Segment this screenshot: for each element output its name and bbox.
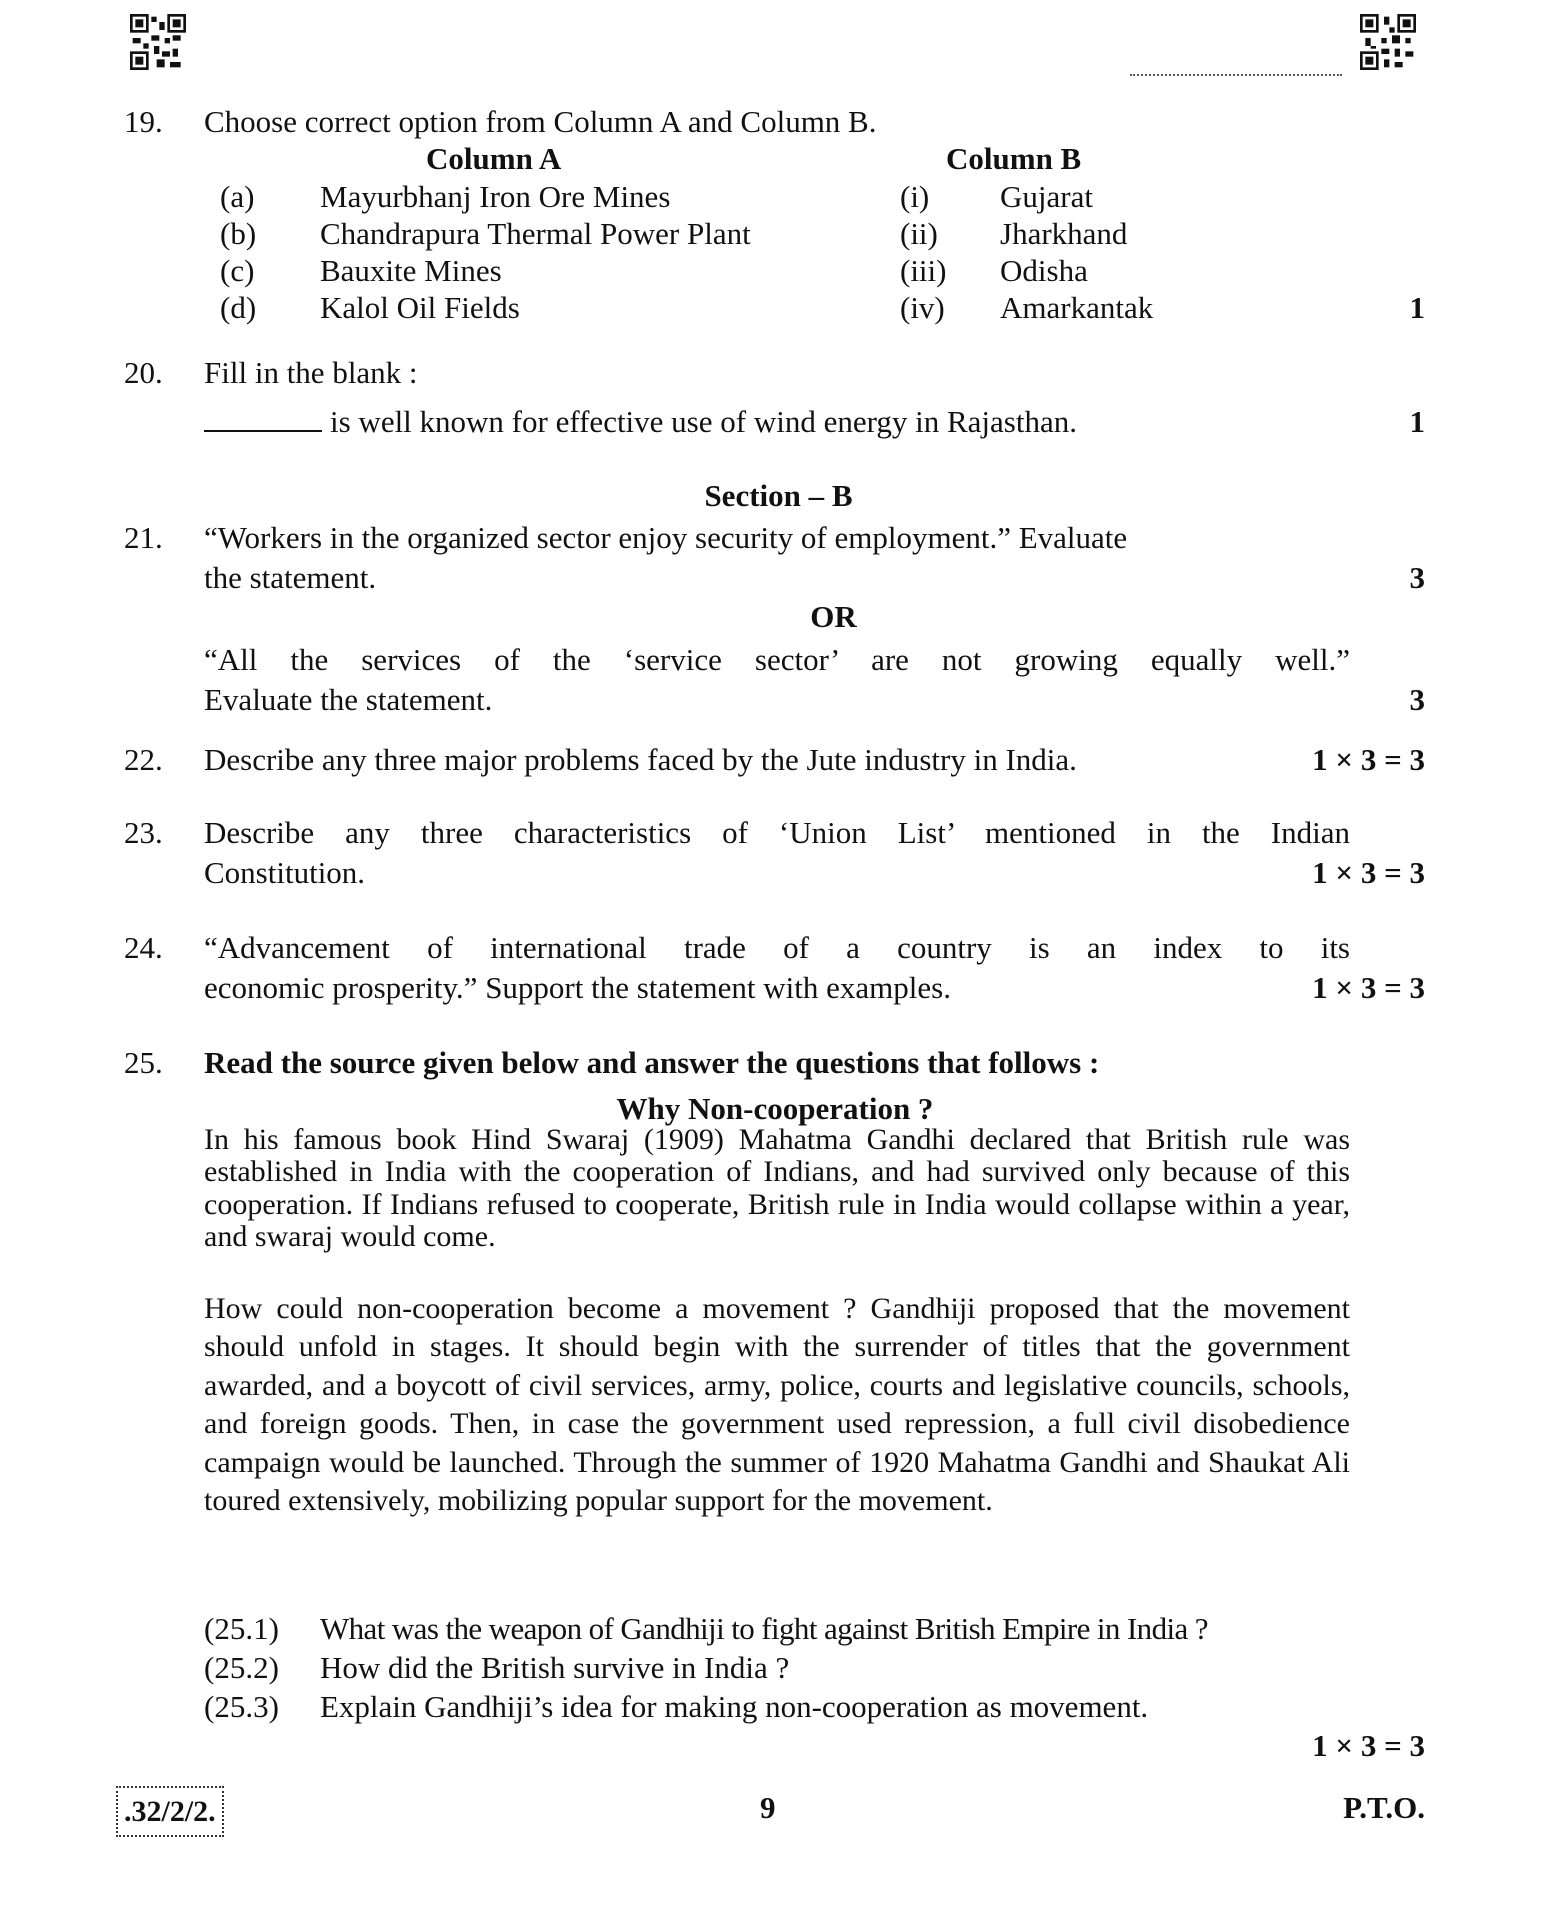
sub-question-text: What was the weapon of Gandhiji to fight against British Empire in India ? bbox=[320, 1611, 1208, 1646]
col-b-text: Odisha bbox=[1000, 253, 1088, 288]
marks: 1 × 3 = 3 bbox=[1312, 970, 1425, 1005]
question-text-line-2: Constitution. bbox=[204, 855, 366, 890]
question-number: 23. bbox=[124, 815, 163, 850]
marks: 3 bbox=[1409, 682, 1425, 717]
col-a-text: Kalol Oil Fields bbox=[320, 290, 520, 325]
answer-blank bbox=[204, 402, 322, 432]
col-b-text: Amarkantak bbox=[1000, 290, 1154, 325]
question-text-line-1: “Advancement of international trade of a country is an index to its bbox=[204, 930, 1350, 965]
col-a-text: Mayurbhanj Iron Ore Mines bbox=[320, 179, 671, 214]
question-number: 24. bbox=[124, 930, 163, 965]
sub-question-label: (25.2) bbox=[204, 1650, 279, 1685]
alt-question-text-line-2: Evaluate the statement. bbox=[204, 682, 493, 717]
column-b-heading: Column B bbox=[946, 141, 1082, 176]
paper-code: .32/2/2. bbox=[116, 1786, 224, 1837]
source-paragraph-2: How could non-cooperation become a movement ? Gandhiji proposed that the movement should unfold in stages. It should begin with the surrender of titles that the government awarded, and a boycott of civil services, army, police, courts and legislative councils, schools, and foreign goods. Then, in case the government used repression, a full civil disobedience campaign would be launched. Through the summer of 1920 Mahatma Gandhi and Shaukat Ali toured extensively, mobilizing popular support for the movement. bbox=[204, 1292, 1350, 1517]
col-b-label: (i) bbox=[900, 179, 930, 214]
question-number: 25. bbox=[124, 1045, 163, 1080]
marks: 1 × 3 = 3 bbox=[1312, 742, 1425, 777]
question-number: 21. bbox=[124, 520, 163, 555]
alt-question-text-line-1: “All the services of the ‘service sector’ are not growing equally well.” bbox=[204, 642, 1350, 677]
question-text: Describe any three major problems faced by the Jute industry in India. bbox=[204, 742, 1077, 777]
sub-question-label: (25.3) bbox=[204, 1689, 279, 1724]
qr-code-left bbox=[130, 14, 186, 70]
col-a-text: Bauxite Mines bbox=[320, 253, 502, 288]
qr-code-right bbox=[1360, 14, 1416, 70]
question-instruction: Read the source given below and answer the questions that follows : bbox=[204, 1045, 1100, 1080]
question-number: 19. bbox=[124, 104, 163, 139]
signature-dotted-line bbox=[1130, 74, 1342, 76]
question-text-line-1: “Workers in the organized sector enjoy security of employment.” Evaluate bbox=[204, 520, 1128, 555]
section-heading: Section – B bbox=[704, 478, 853, 513]
question-text-line-2: the statement. bbox=[204, 560, 377, 595]
col-a-label: (c) bbox=[220, 253, 255, 288]
fill-blank-text: is well known for effective use of wind energy in Rajasthan. bbox=[330, 404, 1077, 439]
question-text: Fill in the blank : bbox=[204, 355, 418, 390]
question-number: 22. bbox=[124, 742, 163, 777]
col-b-label: (iii) bbox=[900, 253, 947, 288]
question-text-line-1: Describe any three characteristics of ‘Union List’ mentioned in the Indian bbox=[204, 815, 1350, 850]
source-paragraph-1: In his famous book Hind Swaraj (1909) Mahatma Gandhi declared that British rule was established in India with the cooperation of Indians, and had survived only because of this cooperation. If Indians refused to cooperate, British rule in India would collapse within a year, and swaraj would come. bbox=[204, 1123, 1350, 1254]
marks: 1 × 3 = 3 bbox=[1312, 855, 1425, 890]
question-text-line-2: economic prosperity.” Support the statement with examples. bbox=[204, 970, 951, 1005]
sub-question-label: (25.1) bbox=[204, 1611, 279, 1646]
pto-label: P.T.O. bbox=[1343, 1790, 1425, 1825]
col-a-label: (d) bbox=[220, 290, 257, 325]
marks: 1 bbox=[1409, 404, 1425, 439]
source-title: Why Non-cooperation ? bbox=[616, 1091, 934, 1126]
col-b-label: (ii) bbox=[900, 216, 938, 251]
col-b-text: Gujarat bbox=[1000, 179, 1093, 214]
or-label: OR bbox=[810, 599, 857, 634]
column-a-heading: Column A bbox=[426, 141, 562, 176]
marks: 1 × 3 = 3 bbox=[1312, 1728, 1425, 1763]
col-b-text: Jharkhand bbox=[1000, 216, 1128, 251]
col-a-label: (b) bbox=[220, 216, 257, 251]
question-number: 20. bbox=[124, 355, 163, 390]
marks: 3 bbox=[1409, 560, 1425, 595]
col-b-label: (iv) bbox=[900, 290, 945, 325]
sub-question-text: Explain Gandhiji’s idea for making non-cooperation as movement. bbox=[320, 1689, 1149, 1724]
question-text: Choose correct option from Column A and Column B. bbox=[204, 104, 877, 139]
sub-question-text: How did the British survive in India ? bbox=[320, 1650, 790, 1685]
page-number: 9 bbox=[760, 1790, 776, 1825]
col-a-text: Chandrapura Thermal Power Plant bbox=[320, 216, 751, 251]
col-a-label: (a) bbox=[220, 179, 255, 214]
marks: 1 bbox=[1409, 290, 1425, 325]
